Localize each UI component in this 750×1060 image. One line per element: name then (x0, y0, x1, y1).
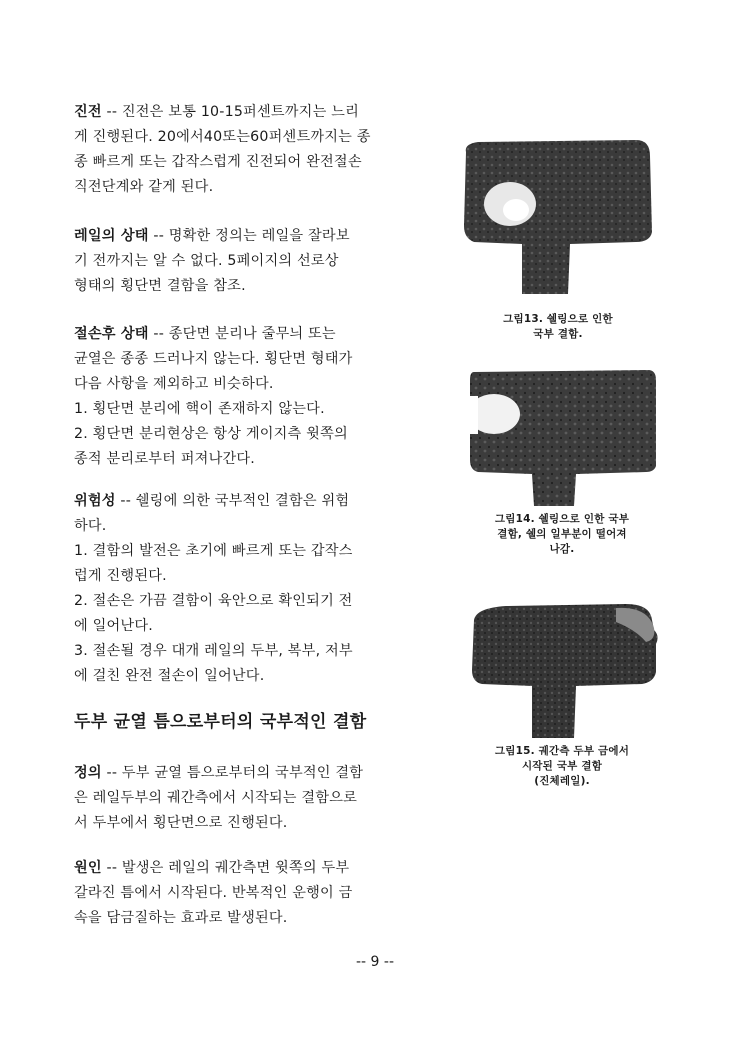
caption-line: 그림15. 궤간측 두부 금에서 (494, 745, 630, 757)
text-line: 3. 절손될 경우 대개 레일의 두부, 복부, 저부 (74, 643, 353, 659)
text-line: 진전은 보통 10-15퍼센트까지는 느리 (121, 104, 359, 120)
paragraph-progress (74, 100, 434, 200)
caption-line: 그림13. 쉘링으로 인한 (503, 313, 613, 325)
separator: -- (101, 860, 122, 876)
term-label: 진전 (74, 104, 102, 120)
figure-13-caption (470, 312, 646, 342)
caption-line: 결함, 쉘의 일부분이 떨어져 (497, 528, 627, 540)
caption-line: (진체레일). (534, 775, 590, 787)
text-line: 기 전까지는 알 수 없다. 5페이지의 선로상 (74, 253, 339, 269)
paragraph-rail-condition (74, 224, 434, 299)
caption-line: 그림14. 쉘링으로 인한 국부 (494, 513, 630, 525)
text-line: 에 걸친 완전 절손이 일어난다. (74, 668, 265, 684)
figure-15-caption (468, 744, 656, 789)
text-line: 종적 분리로부터 퍼져나간다. (74, 451, 255, 467)
text-line: 2. 횡단면 분리현상은 항상 게이지측 윗쪽의 (74, 426, 348, 442)
paragraph-post-break-condition (74, 322, 434, 472)
figure-14-caption (468, 512, 656, 557)
text-line: 종 빠르게 또는 갑작스럽게 진전되어 완전절손 (74, 154, 362, 170)
figure-14-photo (464, 368, 660, 508)
text-line: 두부 균열 틈으로부터의 국부적인 결함 (121, 765, 364, 781)
term-label: 위험성 (74, 493, 116, 509)
separator: -- (101, 765, 122, 781)
term-label: 절손후 상태 (74, 326, 149, 342)
text-line: 하다. (74, 518, 107, 534)
page-number: -- 9 -- (355, 954, 394, 970)
term-label: 레일의 상태 (74, 228, 149, 244)
text-line: 1. 결함의 발전은 초기에 빠르게 또는 갑작스 (74, 543, 353, 559)
figure-13-photo (458, 138, 658, 298)
text-line: 형태의 횡단면 결함을 참조. (74, 278, 246, 294)
text-line: 종단면 분리나 줄무늬 또는 (168, 326, 336, 342)
term-label: 원인 (74, 860, 102, 876)
text-line: 속을 담금질하는 효과로 발생된다. (74, 910, 288, 926)
text-line: 발생은 레일의 궤간측면 윗쪽의 두부 (121, 860, 350, 876)
separator: -- (101, 104, 122, 120)
separator: -- (115, 493, 136, 509)
text-line: 다음 사항을 제외하고 비슷하다. (74, 376, 274, 392)
text-line: 게 진행된다. 20에서40또는60퍼센트까지는 종 (74, 129, 371, 145)
caption-line: 국부 결함. (533, 328, 583, 340)
separator: -- (148, 228, 169, 244)
figure-15-photo (466, 600, 662, 740)
text-line: 에 일어난다. (74, 618, 153, 634)
text-line: 서 두부에서 횡단면으로 진행된다. (74, 815, 288, 831)
text-line: 쉘링에 의한 국부적인 결함은 위험 (135, 493, 350, 509)
paragraph-cause (74, 856, 434, 931)
separator: -- (148, 326, 169, 342)
caption-line: 나감. (549, 543, 575, 555)
text-line: 직전단계와 같게 된다. (74, 179, 214, 195)
text-line: 갈라진 틈에서 시작된다. 반복적인 운행이 금 (74, 885, 353, 901)
term-label: 정의 (74, 765, 102, 781)
text-line: 명확한 정의는 레일을 잘라보 (168, 228, 350, 244)
text-line: 은 레일두부의 궤간측에서 시작되는 결함으로 (74, 790, 358, 806)
paragraph-definition (74, 761, 434, 836)
text-line: 2. 절손은 가끔 결함이 육안으로 확인되기 전 (74, 593, 353, 609)
caption-line: 시작된 국부 결함 (521, 760, 603, 772)
section-heading: 두부 균열 틈으로부터의 국부적인 결함 (74, 712, 367, 732)
text-line: 1. 횡단면 분리에 핵이 존재하지 않는다. (74, 401, 325, 417)
paragraph-danger (74, 489, 434, 689)
text-line: 럽게 진행된다. (74, 568, 167, 584)
text-line: 균열은 종종 드러나지 않는다. 횡단면 형태가 (74, 351, 353, 367)
